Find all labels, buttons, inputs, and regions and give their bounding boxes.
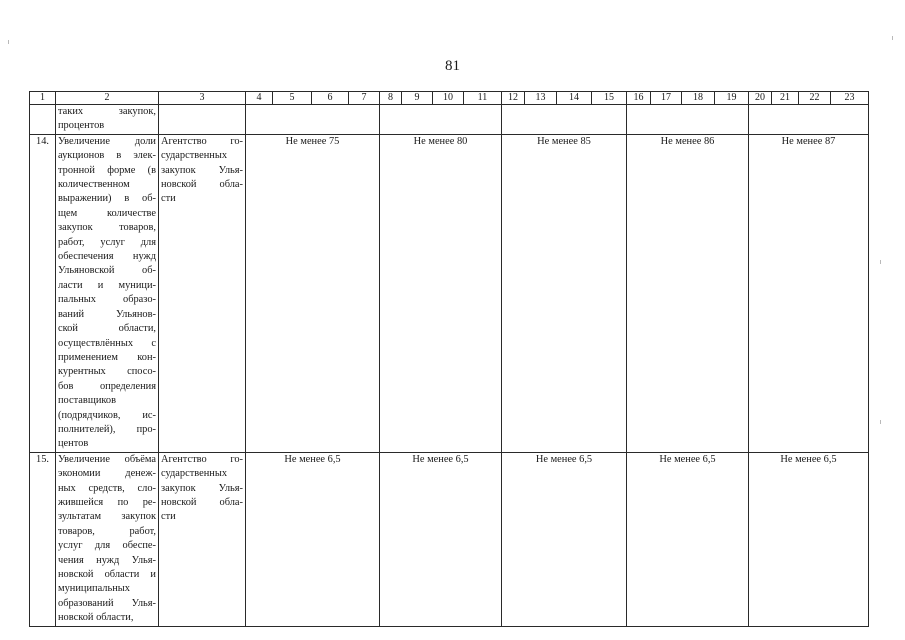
text-line: обеспечения нужд: [58, 251, 156, 263]
text-line: новской области,: [58, 612, 134, 624]
scan-speck: [8, 40, 9, 44]
column-number-cell: 13: [525, 92, 557, 105]
column-number-cell: 6: [312, 92, 349, 105]
column-number-cell: 9: [402, 92, 433, 105]
text-line: поставщиков: [58, 395, 116, 407]
scan-speck: [880, 260, 881, 264]
text-line: аукционов в элек-: [58, 150, 156, 162]
text-line: применением кон-: [58, 351, 156, 363]
text-line: таких закупок,: [58, 106, 156, 117]
text-line: товаров, работ,: [58, 525, 156, 537]
text-line: закупок товаров,: [58, 222, 156, 234]
text-line: процентов: [58, 120, 105, 132]
text-line: Агентство го-: [161, 135, 243, 147]
scan-speck: [880, 420, 881, 424]
target-value: Не менее 85: [502, 134, 627, 452]
text-line: новской обла-: [161, 496, 243, 508]
responsible-agency: [159, 452, 246, 626]
text-line: выражении) в об-: [58, 193, 156, 205]
text-line: количественном: [58, 179, 130, 191]
text-line: центов: [58, 438, 89, 450]
text-line: бов определения: [58, 380, 156, 392]
column-number-cell: 22: [799, 92, 831, 105]
continuation-agency-cell: [159, 105, 246, 135]
text-line: работ, услуг для: [58, 236, 156, 248]
column-number-cell: 10: [433, 92, 464, 105]
text-line: муниципальных: [58, 583, 130, 595]
indicator-table: [29, 91, 869, 627]
scan-speck: [892, 36, 893, 40]
target-value: Не менее 87: [749, 134, 869, 452]
text-line: новской обла-: [161, 179, 243, 191]
target-value: Не менее 6,5: [246, 452, 380, 626]
column-number-cell: 3: [159, 92, 246, 105]
text-line: сти: [161, 511, 176, 523]
text-line: Увеличение доли: [58, 135, 156, 147]
target-value: Не менее 6,5: [627, 452, 749, 626]
column-number-cell: 7: [349, 92, 380, 105]
continuation-value-cell: [380, 105, 502, 135]
column-number-cell: 4: [246, 92, 273, 105]
text-line: чения нужд Улья-: [58, 554, 156, 566]
indicator-description: [56, 452, 159, 626]
indicator-description: [56, 134, 159, 452]
target-value: Не менее 86: [627, 134, 749, 452]
text-line: ской области,: [58, 323, 156, 335]
text-line: пальных образо-: [58, 294, 156, 306]
column-number-cell: 12: [502, 92, 525, 105]
continuation-value-cell: [246, 105, 380, 135]
text-line: осуществлённых с: [58, 337, 156, 349]
text-line: Ульяновской об-: [58, 265, 156, 277]
row-number: 14.: [30, 134, 56, 452]
column-number-cell: 20: [749, 92, 772, 105]
text-line: закупок Улья-: [161, 482, 243, 494]
target-value: Не менее 6,5: [749, 452, 869, 626]
column-number-cell: 21: [772, 92, 799, 105]
column-number-cell: 23: [831, 92, 869, 105]
indicator-row: [30, 134, 869, 452]
text-line: (подрядчиков, ис-: [58, 409, 156, 421]
column-number-cell: 11: [464, 92, 502, 105]
column-number-cell: 18: [682, 92, 715, 105]
text-line: ных средств, сло-: [58, 482, 156, 494]
column-number-cell: 14: [557, 92, 592, 105]
row-number: 15.: [30, 452, 56, 626]
column-number-cell: 8: [380, 92, 402, 105]
column-number-cell: 2: [56, 92, 159, 105]
target-value: Не менее 6,5: [380, 452, 502, 626]
continuation-row: [30, 105, 869, 135]
text-line: сударственных: [161, 150, 228, 162]
continuation-number-cell: [30, 105, 56, 135]
indicator-row: [30, 452, 869, 626]
text-line: Агентство го-: [161, 453, 243, 465]
text-line: сударственных: [161, 468, 228, 480]
text-line: ваний Ульянов-: [58, 308, 156, 320]
header-row: [30, 92, 869, 105]
target-value: Не менее 75: [246, 134, 380, 452]
text-line: зультатам закупок: [58, 511, 156, 523]
target-value: Не менее 6,5: [502, 452, 627, 626]
target-value: Не менее 80: [380, 134, 502, 452]
continuation-value-cell: [627, 105, 749, 135]
continuation-value-cell: [749, 105, 869, 135]
text-line: сти: [161, 193, 176, 205]
text-line: услуг для обеспе-: [58, 540, 156, 552]
text-line: закупок Улья-: [161, 164, 243, 176]
text-line: ласти и муници-: [58, 279, 156, 291]
responsible-agency: [159, 134, 246, 452]
text-line: тронной форме (в: [58, 164, 156, 176]
text-line: экономии денеж-: [58, 468, 156, 480]
text-line: Увеличение объёма: [58, 453, 156, 465]
text-line: полнителей), про-: [58, 423, 156, 435]
text-line: щем количестве: [58, 207, 156, 219]
continuation-description-cell: [56, 105, 159, 135]
continuation-value-cell: [502, 105, 627, 135]
column-number-cell: 16: [627, 92, 651, 105]
text-line: жившейся по ре-: [58, 496, 156, 508]
column-number-cell: 17: [651, 92, 682, 105]
column-number-cell: 15: [592, 92, 627, 105]
column-number-cell: 5: [273, 92, 312, 105]
page-number: 81: [445, 58, 460, 74]
text-line: новской области и: [58, 569, 156, 580]
column-number-cell: 19: [715, 92, 749, 105]
column-number-cell: 1: [30, 92, 56, 105]
text-line: образований Улья-: [58, 597, 156, 609]
text-line: курентных спосо-: [58, 366, 156, 378]
